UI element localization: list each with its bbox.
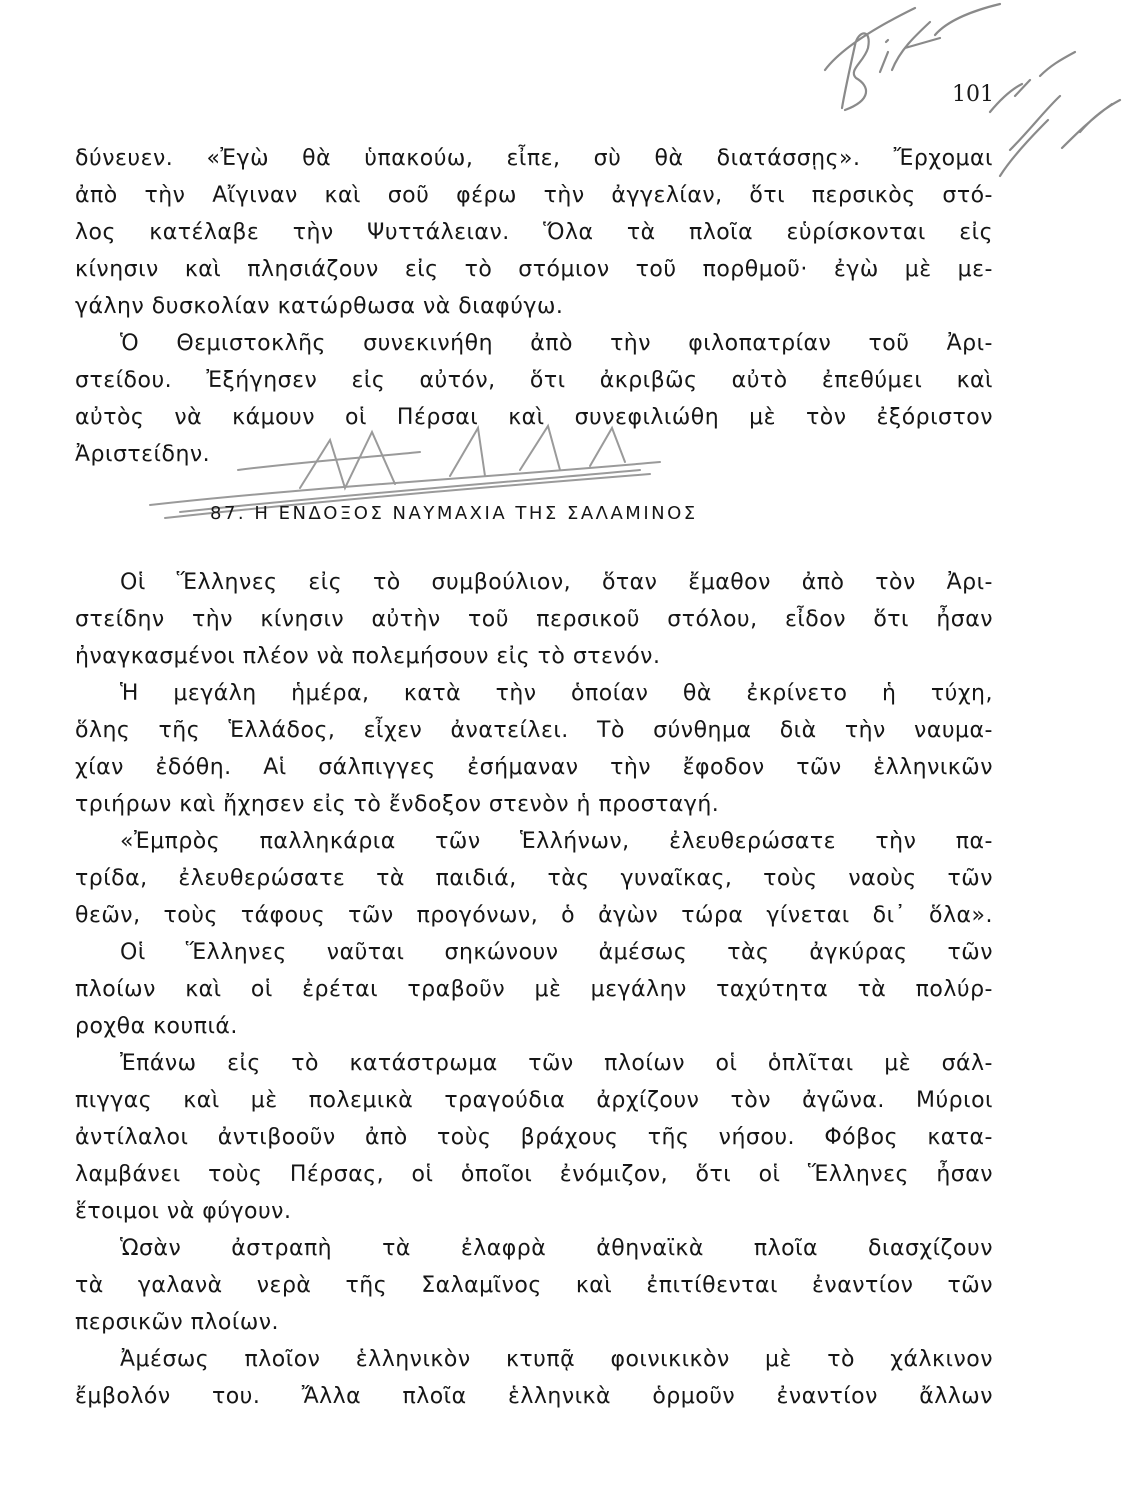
text-line: «Ἐμπρὸς παλληκάρια τῶν Ἑλλήνων, ἐλευθερώσατε τὴν πα-	[120, 829, 993, 854]
text-line: χίαν ἐδόθη. Αἱ σάλπιγγες ἐσήμαναν τὴν ἔφοδον τῶν ἑλληνικῶν	[75, 755, 993, 780]
text-line: Ὁ Θεμιστοκλῆς συνεκινήθη ἀπὸ τὴν φιλοπατρίαν τοῦ Ἀρι-	[120, 331, 993, 356]
text-line: στείδην τὴν κίνησιν αὐτὴν τοῦ περσικοῦ στόλου, εἶδον ὅτι ἦσαν	[75, 607, 993, 632]
text-line: ὅλης τῆς Ἑλλάδος, εἶχεν ἀνατείλει. Τὸ σύνθημα διὰ τὴν ναυμα-	[75, 718, 993, 743]
text-line: Οἱ Ἕλληνες εἰς τὸ συμβούλιον, ὅταν ἔμαθον ἀπὸ τὸν Ἀρι-	[120, 570, 993, 595]
text-line: Ὡσὰν ἀστραπὴ τὰ ἐλαφρὰ ἀθηναϊκὰ πλοῖα διασχίζουν	[120, 1236, 993, 1261]
text-line: Ἡ μεγάλη ἡμέρα, κατὰ τὴν ὁποίαν θὰ ἐκρίνετο ἡ τύχη,	[120, 681, 993, 706]
text-line: ἕτοιμοι νὰ φύγουν.	[75, 1199, 292, 1224]
text-line: αὐτὸς νὰ κάμουν οἱ Πέρσαι καὶ συνεφιλιώθη μὲ τὸν ἐξόριστον	[75, 405, 993, 430]
text-line: κίνησιν καὶ πλησιάζουν εἰς τὸ στόμιον τοῦ πορθμοῦ· ἐγὼ μὲ με-	[75, 257, 993, 282]
text-line: λαμβάνει τοὺς Πέρσας, οἱ ὁποῖοι ἐνόμιζον, ὅτι οἱ Ἕλληνες ἦσαν	[75, 1162, 993, 1187]
text-line: ροχθα κουπιά.	[75, 1014, 238, 1039]
text-line: ἀντίλαλοι ἀντιβοοῦν ἀπὸ τοὺς βράχους τῆς νήσου. Φόβος κατα-	[75, 1125, 993, 1150]
text-line: τὰ γαλανὰ νερὰ τῆς Σαλαμῖνος καὶ ἐπιτίθενται ἐναντίον τῶν	[75, 1273, 993, 1298]
text-line: θεῶν, τοὺς τάφους τῶν προγόνων, ὁ ἀγὼν τώρα γίνεται δι᾽ ὅλα».	[75, 903, 993, 928]
page-number: 101	[952, 82, 994, 107]
text-line: λος κατέλαβε τὴν Ψυττάλειαν. Ὅλα τὰ πλοῖα εὑρίσκονται εἰς	[75, 220, 993, 245]
text-line: ἀπὸ τὴν Αἴγιναν καὶ σοῦ φέρω τὴν ἀγγελίαν, ὅτι περσικὸς στό-	[75, 183, 993, 208]
text-line: Ἐπάνω εἰς τὸ κατάστρωμα τῶν πλοίων οἱ ὁπλῖται μὲ σάλ-	[120, 1051, 993, 1076]
text-line: στείδου. Ἐξήγησεν εἰς αὐτόν, ὅτι ἀκριβῶς αὐτὸ ἐπεθύμει καὶ	[75, 368, 993, 393]
text-line: τρίδα, ἐλευθερώσατε τὰ παιδιά, τὰς γυναῖκας, τοὺς ναοὺς τῶν	[75, 866, 993, 891]
text-line: πιγγας καὶ μὲ πολεμικὰ τραγούδια ἀρχίζουν τὸν ἀγῶνα. Μύριοι	[75, 1088, 993, 1113]
text-line: Ἀριστείδην.	[75, 442, 211, 467]
text-line: πλοίων καὶ οἱ ἐρέται τραβοῦν μὲ μεγάλην ταχύτητα τὰ πολύρ-	[75, 977, 993, 1002]
text-line: ἔμβολόν του. Ἄλλα πλοῖα ἑλληνικὰ ὁρμοῦν ἐναντίον ἄλλων	[75, 1384, 993, 1409]
text-line: γάλην δυσκολίαν κατώρθωσα νὰ διαφύγω.	[75, 294, 564, 319]
text-line: τριήρων καὶ ἤχησεν εἰς τὸ ἔνδοξον στενὸν ἡ προσταγή.	[75, 792, 720, 817]
text-line: δύνευεν. «Ἐγὼ θὰ ὑπακούω, εἶπε, σὺ θὰ διατάσσῃς». Ἔρχομαι	[75, 146, 993, 171]
text-line: Ἀμέσως πλοῖον ἑλληνικὸν κτυπᾷ φοινικικὸν μὲ τὸ χάλκινον	[120, 1347, 993, 1372]
section-heading: 87. Η ΕΝΔΟΞΟΣ ΝΑΥΜΑΧΙΑ ΤΗΣ ΣΑΛΑΜΙΝΟΣ	[210, 503, 698, 524]
text-line: ἠναγκασμένοι πλέον νὰ πολεμήσουν εἰς τὸ στενόν.	[75, 644, 661, 669]
text-line: περσικῶν πλοίων.	[75, 1310, 280, 1335]
text-line: Οἱ Ἕλληνες ναῦται σηκώνουν ἀμέσως τὰς ἀγκύρας τῶν	[120, 940, 993, 965]
